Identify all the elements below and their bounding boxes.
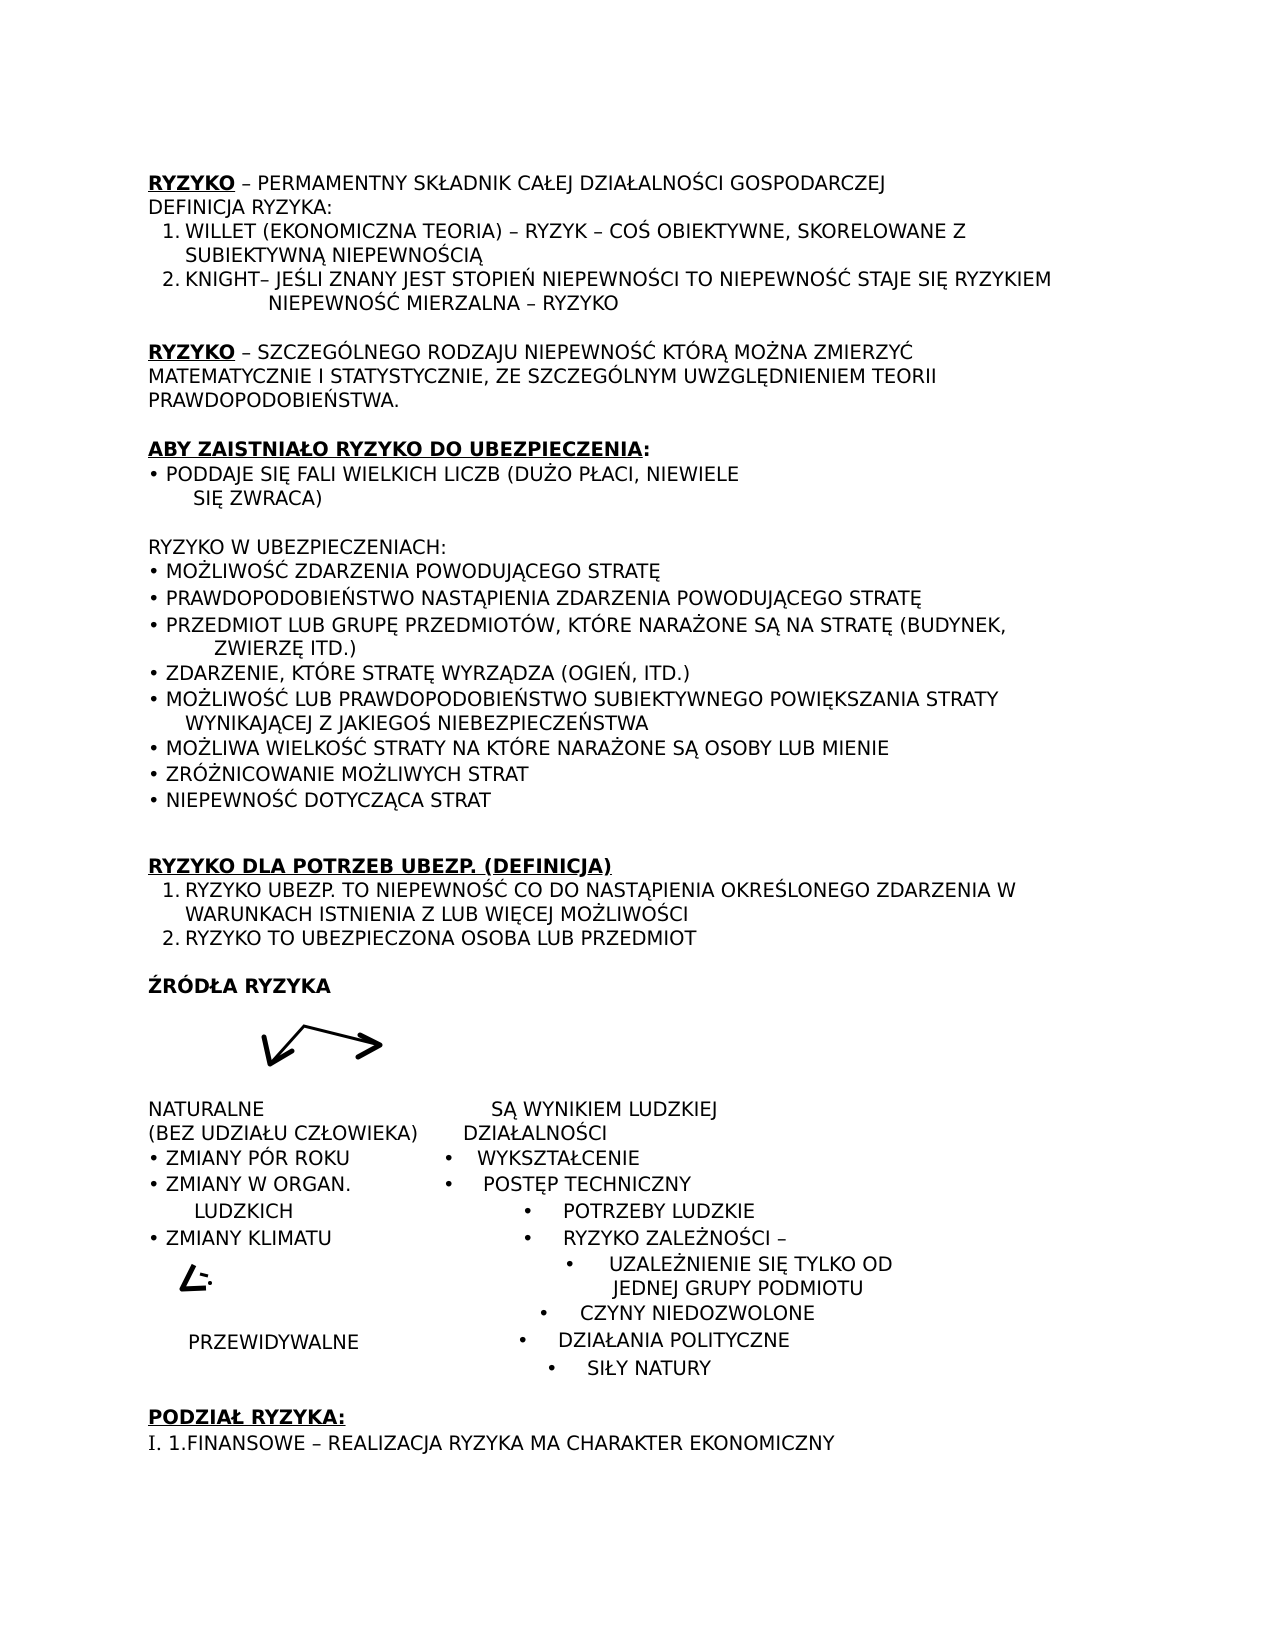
bullet-icon: •	[148, 614, 160, 637]
human-subitem-1-line-1: UZALEŻNIENIE SIĘ TYLKO OD	[609, 1253, 893, 1276]
w-ubezp-item-3	[148, 614, 1006, 638]
human-item-5: CZYNY NIEDOZWOLONE	[580, 1302, 816, 1325]
w-ubezp-item-7-text: ZRÓŻNICOWANIE MOŻLIWYCH STRAT	[165, 763, 529, 786]
section-heading-aby	[148, 438, 651, 462]
section-heading-aby-colon: :	[642, 438, 651, 461]
section-heading-potrzeb: RYZYKO DLA POTRZEB UBEZP. (DEFINICJA)	[148, 855, 612, 878]
def-item-2-line-1: KNIGHT– JEŚLI ZNANY JEST STOPIEŃ NIEPEWNOŚCI TO NIEPEWNOŚĆ STAJE SIĘ RYZYKIEM	[185, 268, 1052, 291]
bullet-icon: •	[148, 688, 160, 711]
human-item-6: DZIAŁANIA POLITYCZNE	[558, 1329, 791, 1352]
human-item-3-bullet: •	[522, 1200, 534, 1223]
intro-line	[148, 172, 886, 196]
potrzeb-item-2-line-1: RYZYKO TO UBEZPIECZONA OSOBA LUB PRZEDMIOT	[185, 927, 697, 950]
naturalne-item-3-text: ZMIANY KLIMATU	[165, 1227, 332, 1250]
intro-text: – PERMAMENTNY SKŁADNIK CAŁEJ DZIAŁALNOŚCI GOSPODARCZEJ	[235, 172, 886, 195]
def-item-2-number: 2.	[162, 268, 181, 291]
section-heading-w-ubezp: RYZYKO W UBEZPIECZENIACH:	[148, 536, 447, 559]
human-label-line-2: DZIAŁALNOŚCI	[463, 1122, 608, 1145]
human-item-3: POTRZEBY LUDZKIE	[563, 1200, 756, 1223]
bullet-icon: •	[148, 662, 160, 685]
bullet-icon: •	[148, 1227, 160, 1250]
human-item-1: WYKSZTAŁCENIE	[477, 1147, 641, 1170]
podzial-item-1	[148, 1432, 835, 1456]
w-ubezp-item-5-cont: WYNIKAJĄCEJ Z JAKIEGOŚ NIEBEZPIECZEŃSTWA	[185, 712, 649, 735]
w-ubezp-item-2	[148, 587, 922, 611]
bullet-icon: •	[148, 1173, 160, 1196]
ryzyko-definition-text-1: – SZCZEGÓLNEGO RODZAJU NIEPEWNOŚĆ KTÓRĄ MOŻNA ZMIERZYĆ	[235, 341, 914, 364]
ryzyko-heading-2: RYZYKO	[148, 341, 236, 364]
w-ubezp-item-2-text: PRAWDOPODOBIEŃSTWO NASTĄPIENIA ZDARZENIA POWODUJĄCEGO STRATĘ	[165, 587, 922, 610]
human-item-7-bullet: •	[546, 1357, 558, 1380]
human-item-7: SIŁY NATURY	[587, 1357, 712, 1380]
w-ubezp-item-3-cont: ZWIERZĘ ITD.)	[214, 637, 357, 660]
def-item-1-line-1: WILLET (EKONOMICZNA TEORIA) – RYZYK – COŚ OBIEKTYWNE, SKORELOWANE Z	[185, 220, 967, 243]
human-item-6-bullet: •	[517, 1329, 529, 1352]
bullet-icon: •	[148, 463, 160, 486]
section-heading-zrodla: ŹRÓDŁA RYZYKA	[148, 975, 331, 998]
potrzeb-item-1-line-2: WARUNKACH ISTNIENIA Z LUB WIĘCEJ MOŻLIWOŚCI	[185, 903, 689, 926]
naturalne-item-2-cont: LUDZKICH	[194, 1200, 294, 1223]
w-ubezp-item-6-text: MOŻLIWA WIELKOŚĆ STRATY NA KTÓRE NARAŻONE SĄ OSOBY LUB MIENIE	[165, 737, 890, 760]
w-ubezp-item-5-text: MOŻLIWOŚĆ LUB PRAWDOPODOBIEŃSTWO SUBIEKTYWNEGO POWIĘKSZANIA STRATY	[165, 688, 999, 711]
podzial-roman-numeral: I.	[148, 1432, 162, 1455]
split-arrows-icon	[262, 1013, 392, 1073]
naturalne-item-2-text: ZMIANY W ORGAN.	[165, 1173, 352, 1196]
naturalne-item-3	[148, 1227, 332, 1251]
bullet-icon: •	[148, 587, 160, 610]
naturalne-item-1	[148, 1147, 350, 1171]
potrzeb-item-1-number: 1.	[162, 879, 181, 902]
w-ubezp-item-8	[148, 789, 491, 813]
przewidywalne-label: PRZEWIDYWALNE	[188, 1331, 360, 1354]
bullet-icon: •	[148, 789, 160, 812]
def-item-1-number: 1.	[162, 220, 181, 243]
bullet-icon: •	[148, 1147, 160, 1170]
ryzyko-definition-line-1	[148, 341, 913, 365]
w-ubezp-item-1	[148, 560, 661, 584]
def-item-1-line-2: SUBIEKTYWNĄ NIEPEWNOŚCIĄ	[185, 244, 483, 267]
w-ubezp-item-7	[148, 763, 529, 787]
w-ubezp-item-4-text: ZDARZENIE, KTÓRE STRATĘ WYRZĄDZA (OGIEŃ, ITD.)	[165, 662, 691, 685]
bullet-icon: •	[148, 560, 160, 583]
human-item-2-bullet: •	[443, 1173, 455, 1196]
section-heading-aby-text: ABY ZAISTNIAŁO RYZYKO DO UBEZPIECZENIA	[148, 438, 643, 461]
definition-label: DEFINICJA RYZYKA:	[148, 196, 333, 219]
human-item-1-bullet: •	[443, 1147, 455, 1170]
human-label-line-1: SĄ WYNIKIEM LUDZKIEJ	[491, 1098, 718, 1121]
arrow-down-left-icon	[178, 1262, 218, 1294]
human-item-5-bullet: •	[538, 1302, 550, 1325]
naturalne-item-2	[148, 1173, 351, 1197]
bullet-aby-1	[148, 463, 739, 487]
w-ubezp-item-8-text: NIEPEWNOŚĆ DOTYCZĄCA STRAT	[165, 789, 491, 812]
w-ubezp-item-1-text: MOŻLIWOŚĆ ZDARZENIA POWODUJĄCEGO STRATĘ	[165, 560, 661, 583]
ryzyko-definition-line-3: PRAWDOPODOBIEŃSTWA.	[148, 389, 400, 412]
ryzyko-heading-1: RYZYKO	[148, 172, 236, 195]
bullet-aby-1-text: PODDAJE SIĘ FALI WIELKICH LICZB (DUŻO PŁACI, NIEWIELE	[165, 463, 740, 486]
podzial-item-1-text: 1.FINANSOWE – REALIZACJA RYZYKA MA CHARAKTER EKONOMICZNY	[168, 1432, 835, 1455]
section-heading-podzial: PODZIAŁ RYZYKA:	[148, 1406, 346, 1429]
w-ubezp-item-4	[148, 662, 690, 686]
w-ubezp-item-5	[148, 688, 998, 712]
naturalne-subtitle: (BEZ UDZIAŁU CZŁOWIEKA)	[148, 1122, 419, 1145]
bullet-icon: •	[148, 737, 160, 760]
def-item-2-line-2: NIEPEWNOŚĆ MIERZALNA – RYZYKO	[268, 292, 619, 315]
bullet-aby-1-cont: SIĘ ZWRACA)	[193, 487, 323, 510]
human-item-2: POSTĘP TECHNICZNY	[483, 1173, 691, 1196]
bullet-icon: •	[148, 763, 160, 786]
w-ubezp-item-6	[148, 737, 889, 761]
human-subitem-1-line-2: JEDNEJ GRUPY PODMIOTU	[613, 1277, 864, 1300]
potrzeb-item-1-line-1: RYZYKO UBEZP. TO NIEPEWNOŚĆ CO DO NASTĄPIENIA OKREŚLONEGO ZDARZENIA W	[185, 879, 1017, 902]
human-item-4: RYZYKO ZALEŻNOŚCI –	[563, 1227, 787, 1250]
naturalne-label: NATURALNE	[148, 1098, 265, 1121]
naturalne-item-1-text: ZMIANY PÓR ROKU	[165, 1147, 350, 1170]
potrzeb-item-2-number: 2.	[162, 927, 181, 950]
ryzyko-definition-line-2: MATEMATYCZNIE I STATYSTYCZNIE, ZE SZCZEGÓLNYM UWZGLĘDNIENIEM TEORII	[148, 365, 937, 388]
w-ubezp-item-3-text: PRZEDMIOT LUB GRUPĘ PRZEDMIOTÓW, KTÓRE NARAŻONE SĄ NA STRATĘ (BUDYNEK,	[165, 614, 1007, 637]
human-subitem-1-bullet: •	[564, 1253, 576, 1276]
human-item-4-bullet: •	[522, 1227, 534, 1250]
